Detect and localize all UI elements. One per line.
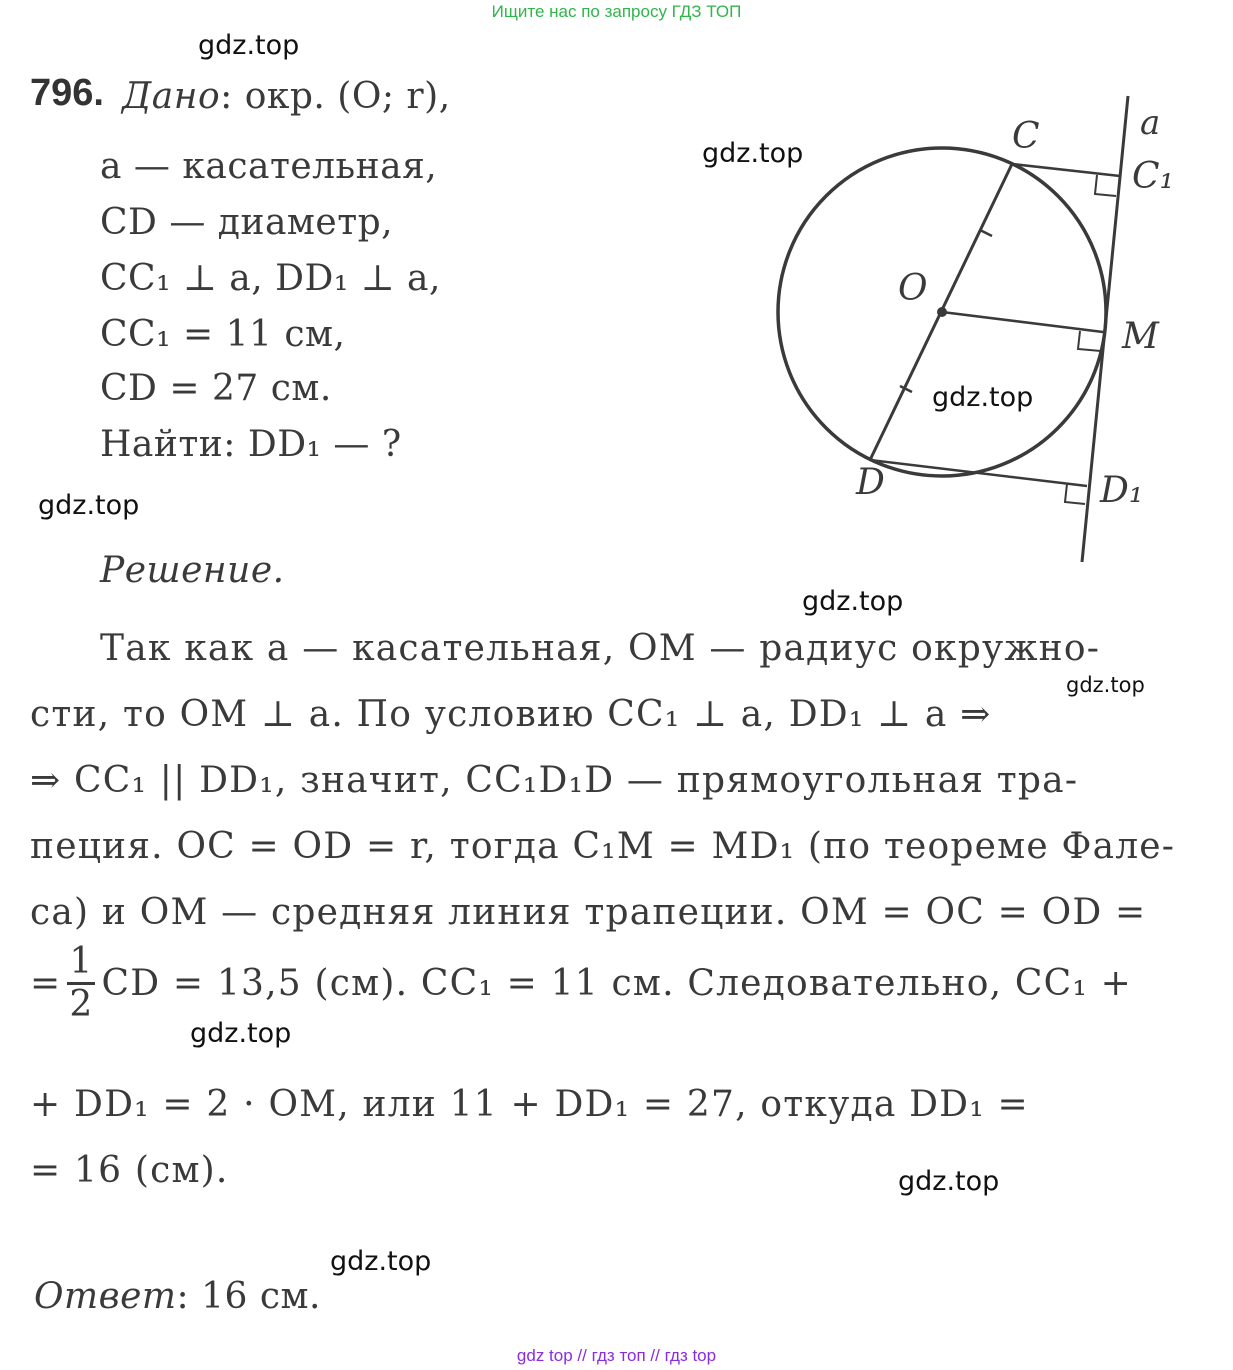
solution-line-4: са) и OM — средняя линия трапеции. OM = OC = OD =	[30, 892, 1147, 933]
tick-oc	[980, 230, 992, 236]
label-d1: D₁	[1100, 470, 1144, 511]
watermark: gdz.top	[802, 586, 904, 617]
solution-line-6: + DD₁ = 2 · OM, или 11 + DD₁ = 27, откуда DD₁ =	[30, 1084, 1029, 1125]
solution-line-1: сти, то OM ⊥ a. По условию CC₁ ⊥ a, DD₁ ⊥ a ⇒	[30, 694, 992, 735]
solution-line-3: пеция. OC = OD = r, тогда C₁M = MD₁ (по теореме Фале-	[30, 826, 1176, 867]
given-label: Дано	[122, 76, 221, 117]
watermark: gdz.top	[932, 382, 1034, 413]
segment-dd1	[870, 460, 1087, 486]
watermark: gdz.top	[198, 30, 300, 61]
answer-line	[34, 1276, 321, 1317]
right-angle-m	[1078, 331, 1101, 351]
solution-line-2: ⇒ CC₁ || DD₁, значит, CC₁D₁D — прямоугольная тра-	[30, 760, 1079, 801]
given-line-1: a — касательная,	[100, 146, 438, 187]
top-banner: Ищите нас по запросу ГДЗ ТОП	[491, 2, 742, 21]
fraction-denominator: 2	[69, 984, 94, 1025]
answer-value: : 16 см.	[176, 1276, 321, 1317]
center-point	[937, 307, 947, 317]
right-angle-c1	[1095, 175, 1116, 196]
watermark: gdz.top	[38, 490, 140, 521]
watermark: gdz.top	[330, 1246, 432, 1277]
watermark: gdz.top	[898, 1166, 1000, 1197]
given-line-5: CD = 27 см.	[100, 368, 332, 409]
watermark: gdz.top	[1066, 673, 1145, 697]
solution-line-5-text: CD = 13,5 (см). CC₁ = 11 см. Следовательно, CC₁ +	[101, 963, 1133, 1004]
solution-line-0: Так как a — касательная, OM — радиус окружно-	[100, 628, 1101, 669]
right-angle-d1	[1065, 484, 1085, 504]
geometry-figure	[760, 90, 1200, 570]
fraction-prefix: =	[30, 963, 62, 1004]
label-a: a	[1140, 103, 1161, 143]
given-line-2: CD — диаметр,	[100, 202, 394, 243]
label-o: O	[898, 268, 928, 309]
segment-om	[942, 312, 1103, 332]
label-c1: C₁	[1132, 156, 1174, 197]
solution-line-7: = 16 (см).	[30, 1150, 229, 1191]
label-d: D	[856, 462, 885, 503]
given-line-3: CC₁ ⊥ a, DD₁ ⊥ a,	[100, 258, 441, 299]
given-line-4: CC₁ = 11 см,	[100, 314, 346, 355]
bottom-links[interactable]: gdz top // гдз топ // гдз top	[516, 1346, 717, 1365]
answer-label: Ответ	[34, 1276, 177, 1317]
watermark: gdz.top	[702, 138, 804, 169]
watermark: gdz.top	[190, 1018, 292, 1049]
solution-line-5	[30, 941, 1133, 1025]
problem-number: 796.	[30, 72, 104, 114]
given-circle: : окр. (O; r),	[220, 76, 451, 117]
given-line-6: Найти: DD₁ — ?	[100, 424, 402, 465]
label-m: M	[1122, 316, 1159, 357]
fraction-numerator: 1	[67, 944, 95, 985]
solution-label: Решение.	[100, 550, 285, 591]
given-line-0	[122, 76, 451, 117]
fraction-half	[67, 941, 95, 1025]
label-c: C	[1012, 116, 1040, 157]
